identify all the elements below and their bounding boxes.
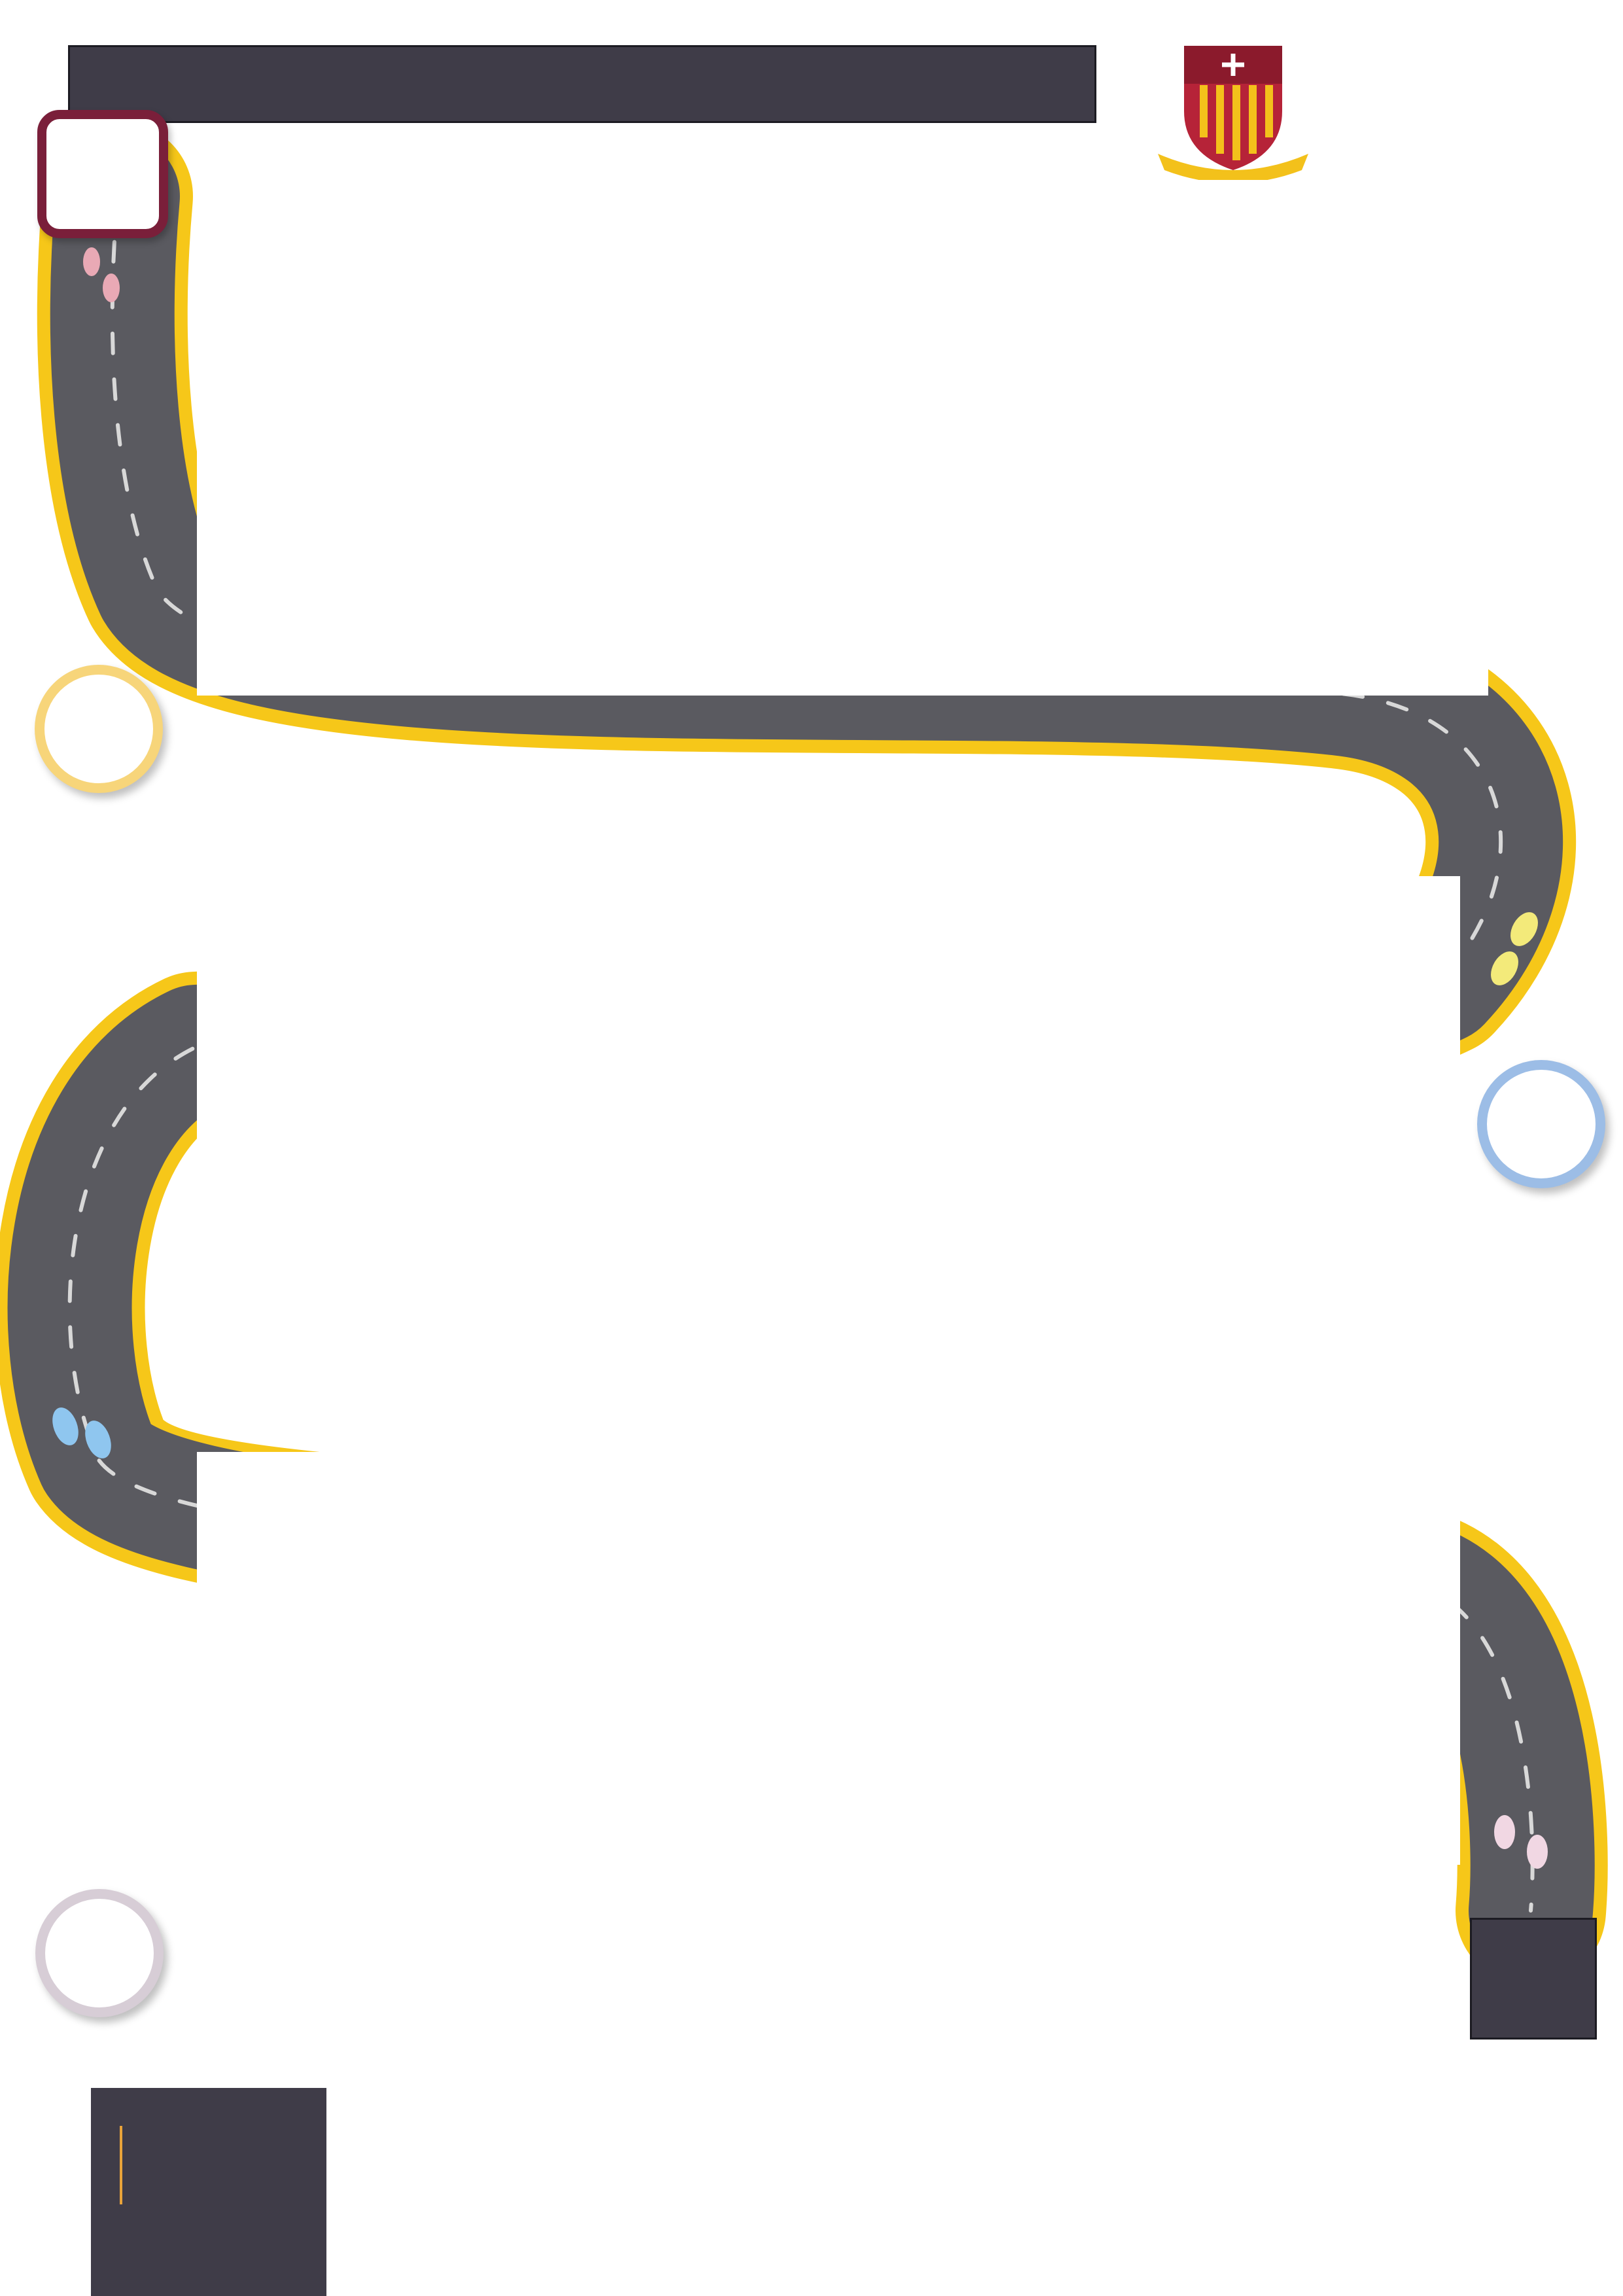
- year8-curriculum-table: [197, 876, 1460, 1292]
- year8-badge: [1477, 1060, 1605, 1188]
- school-crest-icon: [1155, 39, 1312, 180]
- inspire-with-maricourt-logo: [91, 2088, 326, 2296]
- year9-curriculum-table: [197, 1452, 1460, 1865]
- year7-curriculum-table: [197, 345, 1488, 696]
- to-gcse-maths-box: [1470, 1918, 1597, 2040]
- school-logo: [1155, 39, 1580, 180]
- link-primary-schools-box: [37, 110, 168, 238]
- page-title: [68, 45, 1096, 123]
- year9-badge: [35, 1889, 164, 2017]
- inspire-logo-accent-bar: [120, 2126, 122, 2204]
- year7-badge: [35, 665, 163, 793]
